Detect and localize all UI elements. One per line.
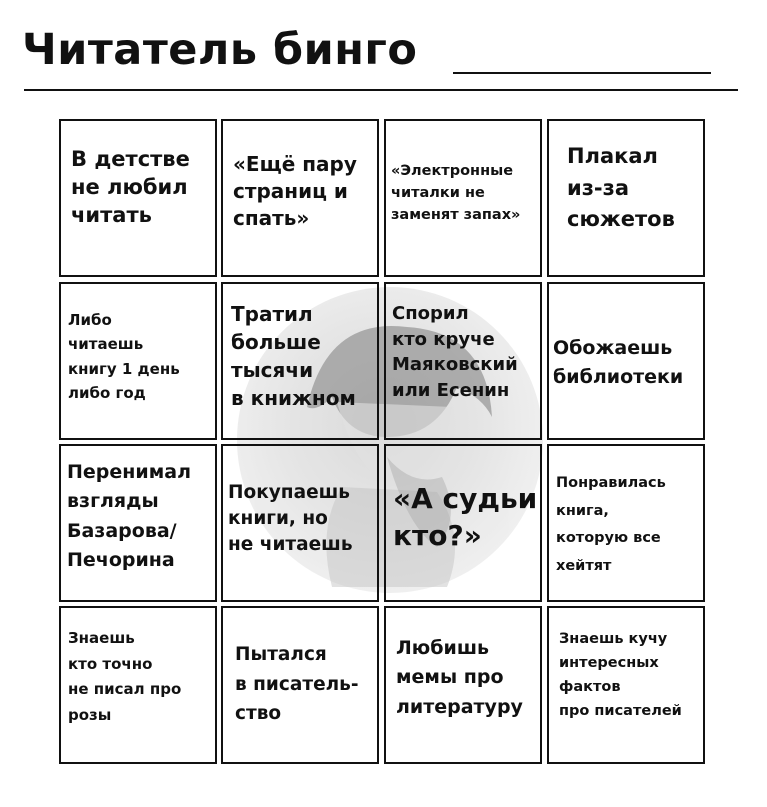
bingo-cell-text: Спорил кто круче Маяковский или Есенин (392, 303, 518, 401)
bingo-cell (384, 444, 542, 602)
bingo-cell (221, 119, 379, 277)
bingo-cell (59, 119, 217, 277)
bingo-cell (547, 444, 705, 602)
bingo-cell-text: В детстве не любил читать (71, 147, 190, 228)
bingo-cell-text: Покупаешь книги, но не читаешь (228, 482, 353, 555)
bingo-cell-text: Знаешь кто точно не писал про розы (68, 629, 182, 724)
bingo-cell (384, 606, 542, 764)
bingo-cell-text: «Электронные читалки не заменят запах» (391, 163, 521, 223)
bingo-cell (384, 119, 542, 277)
bingo-cell-text: Знаешь кучу интересных фактов про писателей (559, 631, 682, 719)
bingo-cell (547, 119, 705, 277)
bingo-cell (384, 282, 542, 440)
bingo-cell-text: Плакал из-за сюжетов (567, 144, 675, 231)
bingo-cell (59, 606, 217, 764)
bingo-cell-text: Перенимал взгляды Базарова/ Печорина (67, 461, 191, 572)
bingo-cell-text: Обожаешь библиотеки (553, 337, 684, 388)
bingo-cell-text: Тратил больше тысячи в книжном (231, 302, 356, 410)
bingo-cell (221, 444, 379, 602)
bingo-cell-text: Либо читаешь книгу 1 день либо год (68, 311, 180, 402)
title-divider (24, 89, 738, 91)
bingo-cell-text: «Ещё пару страниц и спать» (233, 152, 357, 231)
bingo-cell-text: Любишь мемы про литературу (396, 637, 523, 718)
bingo-cell (59, 282, 217, 440)
page-title: Читатель бинго (22, 25, 418, 75)
bingo-cell (221, 606, 379, 764)
bingo-cell (547, 606, 705, 764)
bingo-cell-text: Пытался в писатель- ство (235, 644, 359, 725)
bingo-cell-text: «А судьи кто?» (393, 482, 538, 553)
bingo-cell (221, 282, 379, 440)
name-blank-line (453, 72, 711, 74)
bingo-cell-text: Понравилась книга, которую все хейтят (556, 475, 666, 574)
bingo-cell (59, 444, 217, 602)
bingo-cell (547, 282, 705, 440)
